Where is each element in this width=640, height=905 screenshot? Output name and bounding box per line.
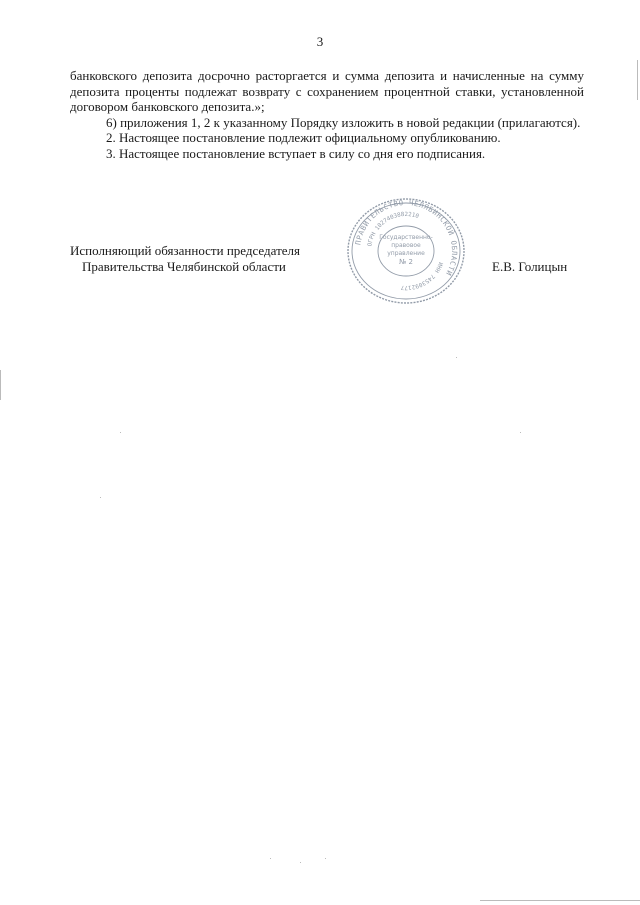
scan-edge-mark xyxy=(480,900,640,901)
signatory-title-line-2: Правительства Челябинской области xyxy=(82,258,286,274)
seal-center-line-2: правовое xyxy=(391,242,421,249)
signatory-title-line-1: Исполняющий обязанности председателя xyxy=(70,243,300,258)
seal-center-line-3: управление xyxy=(387,250,425,257)
signatory-name: Е.В. Голицын xyxy=(492,259,568,274)
paragraph-item-2: 2. Настоящее постановление подлежит официальному опубликованию. xyxy=(106,130,501,145)
scan-speck xyxy=(120,432,121,433)
scan-speck xyxy=(520,432,521,433)
seal-outer-text: ПРАВИТЕЛЬСТВО ЧЕЛЯБИНСКОЙ ОБЛАСТИ xyxy=(353,197,460,278)
paragraph-item-3: 3. Настоящее постановление вступает в силу со дня его подписания. xyxy=(106,145,486,161)
seal-center-line-4: № 2 xyxy=(399,258,413,266)
scan-edge-mark xyxy=(637,60,638,100)
seal-center-line-1: Государственно- xyxy=(379,234,433,241)
seal-inn: ИНН 7453092177 xyxy=(400,261,444,291)
paragraph-item-6: 6) приложения 1, 2 к указанному Порядку изложить в новой редакции (прилагаются). xyxy=(106,114,581,130)
seal-ogrn: ОГРН 1027403882210 xyxy=(367,211,420,247)
signatory-title xyxy=(70,243,340,274)
official-seal-stamp xyxy=(340,195,472,307)
scan-speck xyxy=(270,858,271,859)
document-body xyxy=(70,68,584,161)
paragraph-continuation: банковского депозита досрочно расторгается и сумма депозита и начисленные на сумму депозита проценты подлежат возврату с сохранением процентной ставки, установленной договором банковского депозита.»; xyxy=(70,68,584,114)
scan-speck xyxy=(100,497,101,498)
scan-edge-mark xyxy=(0,370,1,400)
scan-speck xyxy=(456,357,457,358)
scan-speck xyxy=(325,858,326,859)
page-number: 3 xyxy=(316,34,324,49)
scan-speck xyxy=(300,862,301,863)
